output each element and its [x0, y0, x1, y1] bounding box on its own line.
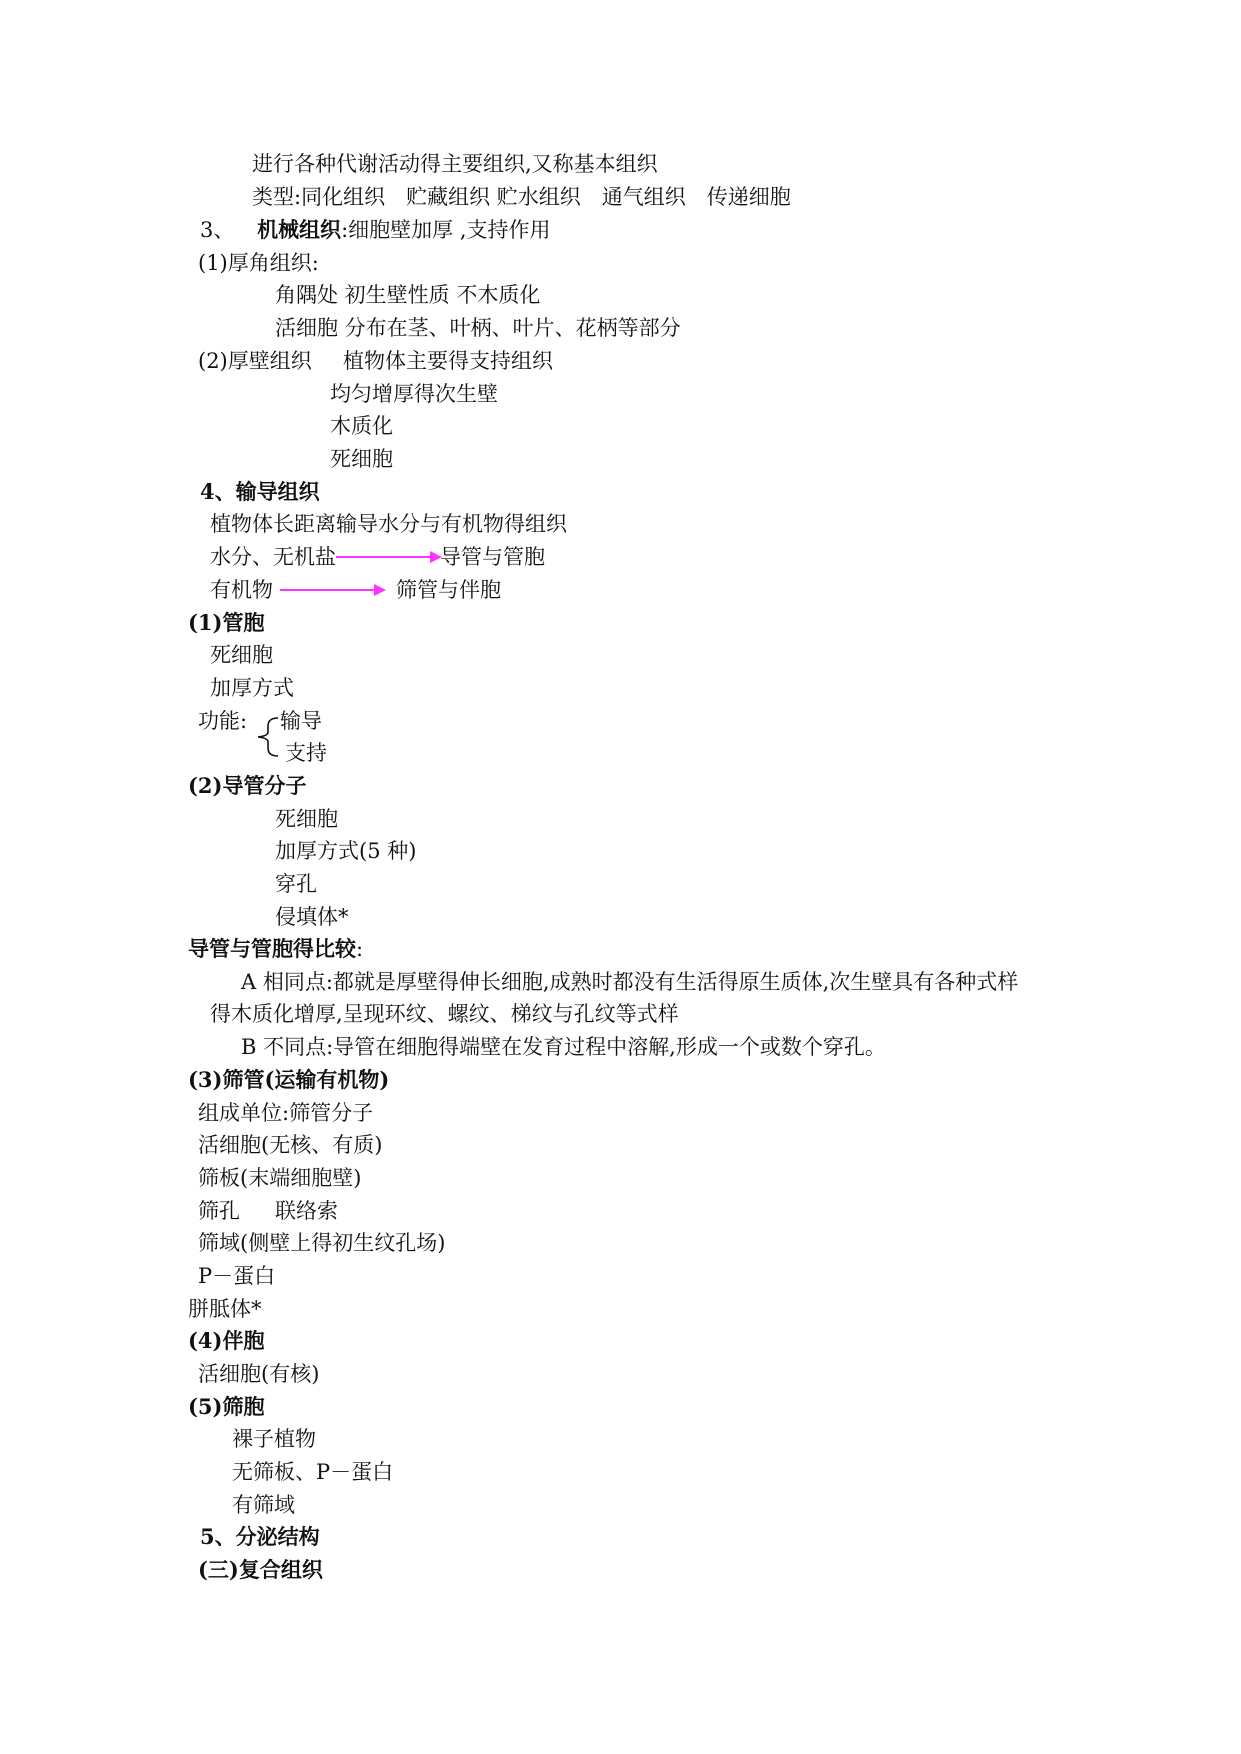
comparison-heading-colon: : — [356, 937, 364, 961]
text-line: A 相同点:都就是厚壁得伸长细胞,成熟时都没有生活得原生质体,次生壁具有各种式样 — [241, 970, 1019, 994]
text-line: 类型:同化组织 贮藏组织 贮水组织 通气组织 传递细胞 — [252, 185, 791, 209]
text-line: 有筛域 — [232, 1493, 295, 1517]
arrow-line — [336, 556, 432, 558]
arrow-right-icon — [374, 584, 386, 596]
text-line: 功能: — [198, 709, 248, 733]
curly-brace-icon — [252, 708, 280, 760]
text-line: 筛域(侧壁上得初生纹孔场) — [198, 1231, 446, 1255]
subheading: (3)筛管(运输有机物) — [188, 1067, 390, 1092]
text-line: P－蛋白 — [198, 1264, 276, 1288]
arrow-line — [280, 589, 376, 591]
comparison-heading — [188, 936, 363, 962]
subheading: (1)管胞 — [188, 610, 265, 635]
heading-conducting-tissue: 4、输导组织 — [200, 479, 320, 504]
text-line: 植物体主要得支持组织 — [343, 349, 553, 373]
text-line: 得木质化增厚,呈现环纹、螺纹、梯纹与孔纹等式样 — [210, 1002, 679, 1026]
text-line: 植物体长距离输导水分与有机物得组织 — [210, 512, 567, 536]
text-line: 支持 — [285, 741, 327, 765]
text-line: 有机物 — [210, 578, 273, 602]
text-line: 胼胝体* — [188, 1297, 262, 1321]
text-line: 死细胞 — [275, 807, 338, 831]
text-line: 均匀增厚得次生壁 — [330, 382, 498, 406]
text-line: 死细胞 — [210, 643, 273, 667]
heading-mechanical-tissue — [200, 217, 551, 243]
text-line: 筛板(末端细胞壁) — [198, 1166, 362, 1190]
text-line: 进行各种代谢活动得主要组织,又称基本组织 — [252, 152, 658, 176]
text-line: 加厚方式(5 种) — [275, 839, 417, 863]
text-line: 筛管与伴胞 — [396, 578, 501, 602]
subheading: (2)导管分子 — [188, 773, 307, 798]
text-line: 水分、无机盐 — [210, 545, 336, 569]
subheading: (4)伴胞 — [188, 1328, 265, 1353]
comparison-heading-bold: 导管与管胞得比较 — [188, 936, 356, 961]
heading-bold-term: 机械组织 — [257, 217, 342, 242]
text-line: B 不同点:导管在细胞得端壁在发育过程中溶解,形成一个或数个穿孔。 — [241, 1035, 886, 1059]
text-line: 组成单位:筛管分子 — [198, 1101, 374, 1125]
text-line: 导管与管胞 — [440, 545, 545, 569]
subheading: (5)筛胞 — [188, 1394, 265, 1419]
text-line: (1)厚角组织: — [198, 251, 319, 275]
heading-secretory-structure: 5、分泌结构 — [200, 1524, 320, 1549]
text-line: 活细胞(无核、有质) — [198, 1133, 383, 1157]
text-line: 侵填体* — [275, 905, 349, 929]
heading-compound-tissue: (三)复合组织 — [198, 1557, 323, 1582]
heading-rest: :细胞壁加厚 ,支持作用 — [341, 218, 551, 242]
text-line: 活细胞(有核) — [198, 1362, 320, 1386]
text-line: 加厚方式 — [210, 676, 294, 700]
text-line: 木质化 — [330, 414, 393, 438]
heading-number: 3、 — [200, 218, 235, 242]
text-line: 联络索 — [275, 1199, 338, 1223]
text-line: 穿孔 — [275, 872, 317, 896]
text-line: 活细胞 分布在茎、叶柄、叶片、花柄等部分 — [275, 316, 681, 340]
text-line: 裸子植物 — [232, 1427, 316, 1451]
text-line: 角隅处 初生壁性质 不木质化 — [275, 283, 541, 307]
text-line: 死细胞 — [330, 447, 393, 471]
text-line: (2)厚壁组织 — [198, 349, 312, 373]
text-line: 输导 — [280, 709, 322, 733]
text-line: 无筛板、P－蛋白 — [232, 1460, 394, 1484]
text-line: 筛孔 — [198, 1199, 240, 1223]
